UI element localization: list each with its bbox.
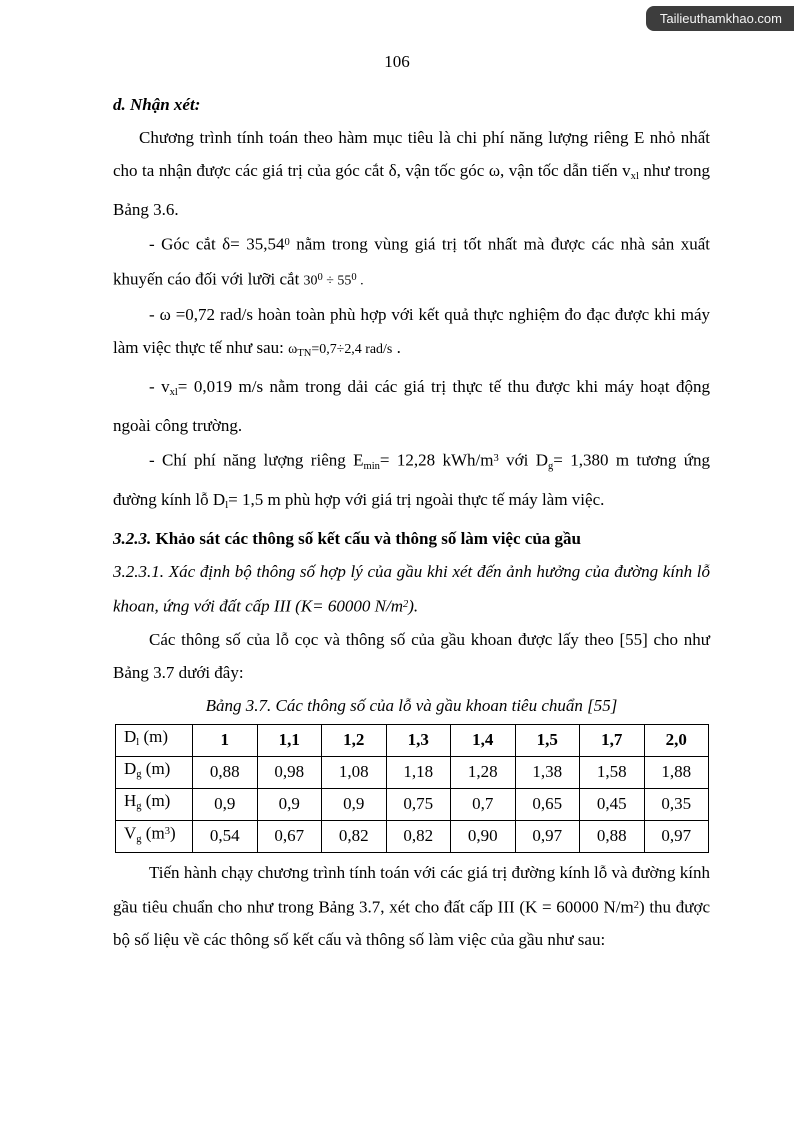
text-run: . xyxy=(392,337,401,357)
paragraph-bullet-vxl xyxy=(113,370,710,442)
table-cell: 0,75 xyxy=(386,788,451,820)
text-run: như trong Bảng 3.6. xyxy=(113,161,710,220)
table-cell: 1,1 xyxy=(257,724,322,756)
table-cell: 0,7 xyxy=(451,788,516,820)
text-run: Chương trình tính toán theo hàm mục tiêu là chi phí năng lượng riêng E nhỏ nhất cho ta nhận được các giá trị của góc cắt δ, vận tốc góc ω, vận tốc dẫn tiến v xyxy=(113,128,710,180)
table-cell: 0,9 xyxy=(257,788,322,820)
table-cell: 0,98 xyxy=(257,756,322,788)
row-label xyxy=(116,756,193,788)
text-run: 3.2.3. xyxy=(113,528,156,548)
table-3-7 xyxy=(115,724,709,853)
text-run: (m) xyxy=(141,759,171,779)
standard-table-body xyxy=(116,724,709,852)
text-run: 3 xyxy=(493,452,499,464)
paragraph-bullet-omega xyxy=(113,298,710,370)
text-run: 0 xyxy=(351,271,357,283)
text-run: . xyxy=(356,273,364,289)
table-cell: 0,97 xyxy=(644,820,709,852)
text-run: 0 xyxy=(284,237,290,249)
text-run: (m xyxy=(141,824,165,843)
text-run: =0,7÷2,4 rad/s xyxy=(311,341,393,357)
table-cell: 0,67 xyxy=(257,820,322,852)
table-cell: 1,5 xyxy=(515,724,580,756)
table-cell: 0,54 xyxy=(193,820,258,852)
table-cell: 0,35 xyxy=(644,788,709,820)
text-run: H xyxy=(124,791,137,811)
table-cell: 1,7 xyxy=(580,724,645,756)
table-cell: 1,4 xyxy=(451,724,516,756)
table-cell: 1,38 xyxy=(515,756,580,788)
table-caption xyxy=(113,689,710,722)
subsection-heading-3-2-3-1 xyxy=(113,555,710,623)
table-cell: 2,0 xyxy=(644,724,709,756)
page-content xyxy=(113,88,710,956)
text-run: = 1,380 m tương ứng đường kính lỗ D xyxy=(113,450,710,509)
table-row xyxy=(116,756,709,788)
table-cell: 1,08 xyxy=(322,756,387,788)
row-label xyxy=(116,820,193,852)
table-cell: 0,97 xyxy=(515,820,580,852)
text-run: với D xyxy=(498,450,549,470)
text-run: xl xyxy=(630,171,639,183)
table-cell: 1,28 xyxy=(451,756,516,788)
text-run: 2 xyxy=(402,598,409,610)
paragraph-bullet-energy xyxy=(113,442,710,522)
text-run: 30 xyxy=(303,273,318,289)
table-row xyxy=(116,820,709,852)
text-run: = 0,019 m/s nằm trong dải các giá trị thực tế thu được khi máy hoạt động ngoài công trường. xyxy=(113,376,710,435)
text-run: = 12,28 kWh/m xyxy=(379,450,494,470)
table-cell: 1,18 xyxy=(386,756,451,788)
section-heading-3-2-3 xyxy=(113,522,710,555)
heading-d-nhan-xet xyxy=(113,88,710,121)
text-run: ). xyxy=(408,596,419,616)
text-run: 2 xyxy=(633,899,639,911)
text-run: ÷ 55 xyxy=(322,273,352,289)
text-run: ) xyxy=(169,824,176,843)
text-run: 3 xyxy=(164,826,170,838)
text-run: - ω =0,72 rad/s hoàn toàn phù hợp với kết quả thực nghiệm đo đạc được khi máy làm việc thực tế như sau: xyxy=(113,304,710,357)
text-run: 0 xyxy=(317,271,323,283)
table-row xyxy=(116,724,709,756)
table-cell: 1,2 xyxy=(322,724,387,756)
text-run: Khảo sát các thông số kết cấu và thông số làm việc của gầu xyxy=(155,528,581,548)
text-run: l xyxy=(136,737,140,749)
row-label xyxy=(116,788,193,820)
text-run: = 1,5 m phù hợp với giá trị ngoài thực tế máy làm việc. xyxy=(228,489,605,509)
text-run: min xyxy=(363,460,380,472)
text-run: g xyxy=(136,769,142,781)
page-number: 106 xyxy=(384,52,410,71)
text-run: d. Nhận xét: xyxy=(113,95,201,114)
table-row xyxy=(116,788,709,820)
table-cell: 0,9 xyxy=(193,788,258,820)
row-label xyxy=(116,724,193,756)
text-run: D xyxy=(124,759,137,779)
table-cell: 0,82 xyxy=(386,820,451,852)
text-run: (m) xyxy=(139,727,169,747)
text-run: g xyxy=(136,834,142,846)
table-cell: 1,58 xyxy=(580,756,645,788)
text-run: - v xyxy=(149,376,170,396)
text-run: xl xyxy=(169,386,178,398)
text-run: nằm trong vùng giá trị tốt nhất mà được các nhà sản xuất khuyến cáo đối với lưỡi cắt xyxy=(113,234,710,289)
text-run: (m) xyxy=(141,791,171,811)
text-run: ) thu được bộ số liệu về các thông số kết cấu và thông số làm việc của gầu như sau: xyxy=(113,897,710,950)
table-cell: 0,88 xyxy=(580,820,645,852)
table-cell: 0,65 xyxy=(515,788,580,820)
table-cell: 0,9 xyxy=(322,788,387,820)
text-run: - Chí phí năng lượng riêng E xyxy=(149,450,364,470)
table-cell: 1,3 xyxy=(386,724,451,756)
text-run: Tiến hành chạy chương trình tính toán với các giá trị đường kính lỗ và đường kính gầu tiêu chuẩn cho như trong Bảng 3.7, xét cho đất cấp III (K = 60000 N/m xyxy=(113,862,710,917)
paragraph-closing xyxy=(113,856,710,957)
text-run: D xyxy=(124,727,137,747)
table-cell: 0,82 xyxy=(322,820,387,852)
text-run: Các thông số của lỗ cọc và thông số của gầu khoan được lấy theo [55] cho như Bảng 3.7 dưới đây: xyxy=(113,629,710,682)
text-run: g xyxy=(548,460,554,472)
watermark-badge: Tailieuthamkhao.com xyxy=(646,6,794,31)
text-run: V xyxy=(124,824,137,843)
table-cell: 1,88 xyxy=(644,756,709,788)
paragraph-bullet-goc-cat xyxy=(113,226,710,297)
text-run: ω xyxy=(288,341,298,357)
text-run: g xyxy=(136,801,142,813)
text-run: l xyxy=(225,499,229,511)
text-run: TN xyxy=(297,347,312,359)
text-run: 3.2.3.1. Xác định bộ thông số hợp lý của gầu khi xét đến ảnh hưởng của đường kính lỗ khoan, ứng với đất cấp III (K= 60000 N/m xyxy=(113,561,710,616)
text-run: - Góc cắt δ= 35,54 xyxy=(149,234,285,254)
table-cell: 0,88 xyxy=(193,756,258,788)
table-cell: 1 xyxy=(193,724,258,756)
paragraph-intro xyxy=(113,121,710,226)
table-cell: 0,45 xyxy=(580,788,645,820)
text-run: Bảng 3.7. Các thông số của lỗ và gầu khoan tiêu chuẩn [55] xyxy=(205,695,618,715)
table-cell: 0,90 xyxy=(451,820,516,852)
paragraph-table-lead-in xyxy=(113,623,710,689)
